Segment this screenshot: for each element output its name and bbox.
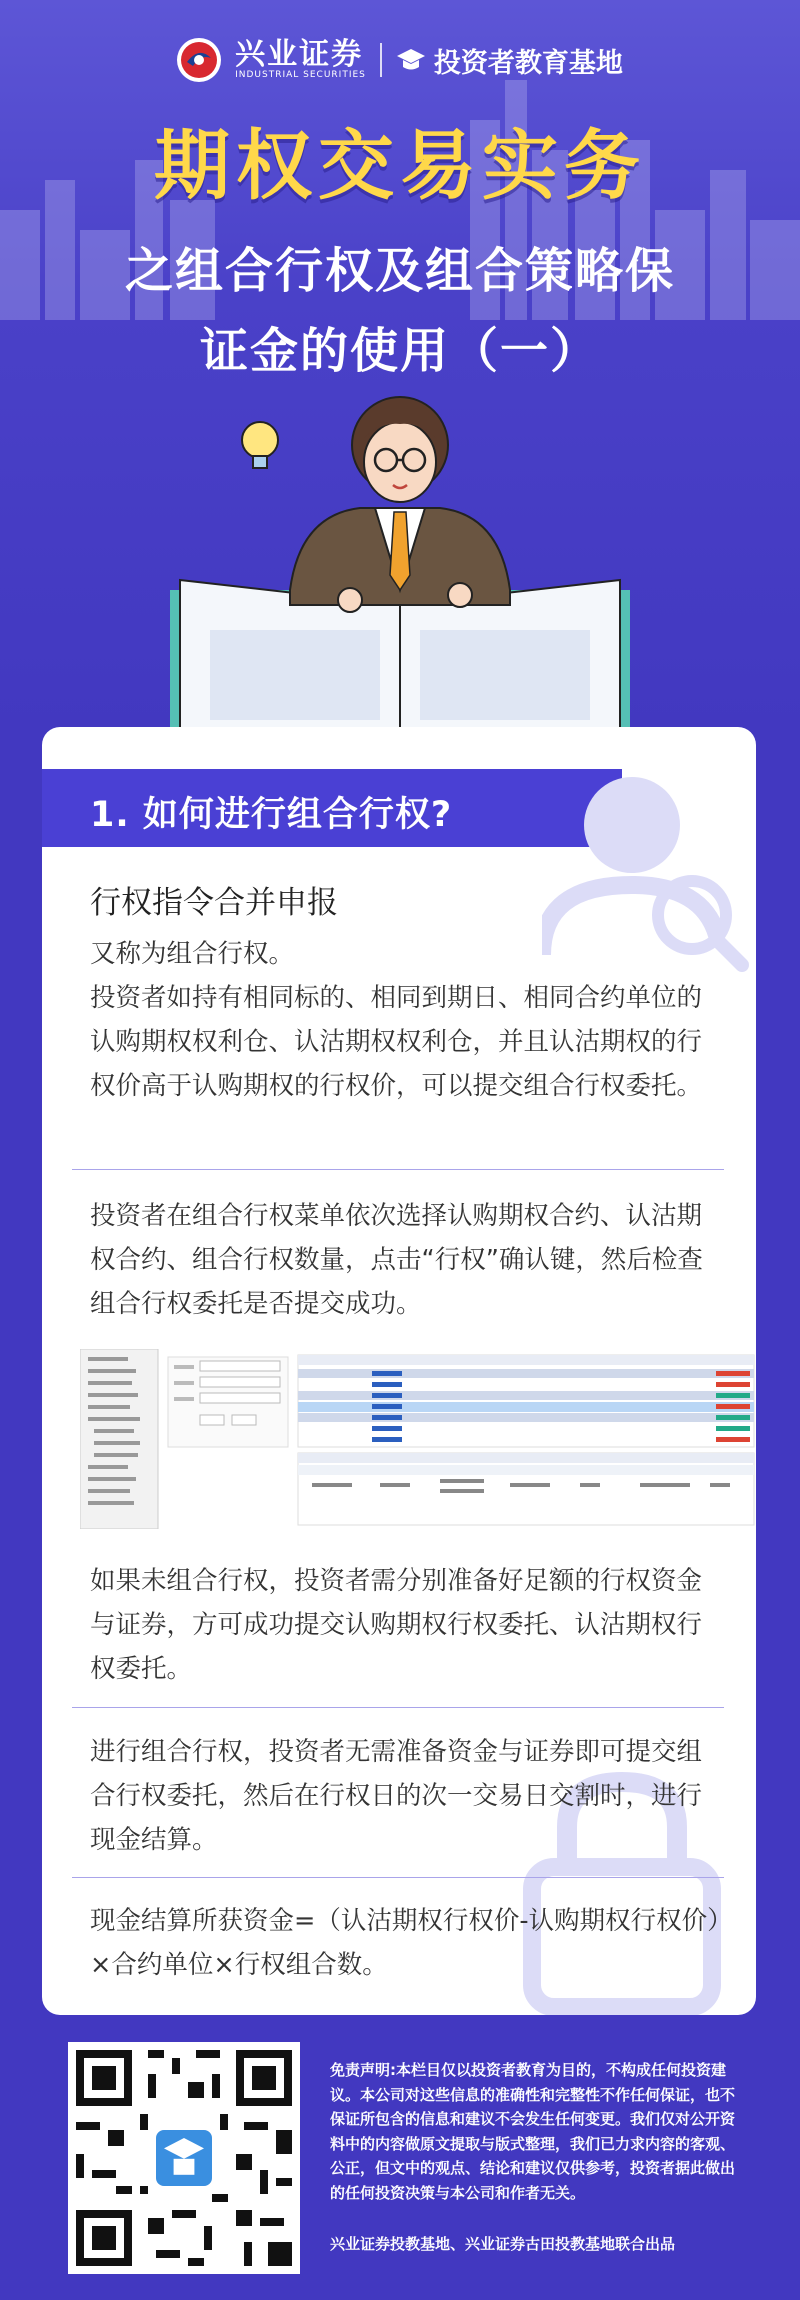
subheading: 行权指令合并申报: [90, 885, 338, 921]
disclaimer: 免责声明:本栏目仅以投资者教育为目的，不构成任何投资建议。本公司对这些信息的准确性和完整性不作任何保证，也不保证所包含的信息和建议不会发生任何变更。我们仅对公开资料中的内容做原文提取与版式整理，我们已力求内容的客观、公正，但文中的观点、结论和建议仅供参考，投资者据此做出的任何投资决策与本公司和作者无关。: [330, 2061, 736, 2202]
logo-row: [0, 38, 800, 82]
logo-separator: [380, 43, 382, 77]
trading-software-screenshot: [80, 1349, 756, 1529]
education-base-label: 投资者教育基地: [433, 47, 623, 79]
divider: [72, 1707, 724, 1708]
paragraph-procedure: 投资者在组合行权菜单依次选择认购期权合约、认沽期权合约、组合行权数量，点击“行权”确认键，然后检查组合行权委托是否提交成功。: [90, 1201, 703, 1319]
qr-code: [68, 2042, 300, 2274]
divider: [72, 1169, 724, 1170]
section-heading: 1. 如何进行组合行权?: [90, 795, 453, 835]
brand-name-cn: 兴业证券: [235, 37, 364, 72]
paragraph-formula: 现金结算所获资金=（认沽期权行权价-认购期权行权价）×合约单位×行权组合数。: [90, 1906, 720, 1980]
lightbulb-icon: [242, 422, 278, 468]
education-base: [396, 41, 623, 80]
graduation-cap-icon: [396, 47, 426, 73]
footer: [0, 2015, 800, 2300]
brand-logo-icon: [177, 38, 221, 82]
qr-code-image: [68, 2042, 300, 2274]
section-banner: [42, 769, 622, 847]
teacher-illustration: [150, 390, 650, 740]
divider: [72, 1877, 724, 1878]
paragraph-definition: 又称为组合行权。 投资者如持有相同标的、相同到期日、相同合约单位的认购期权权利仓、认沽期权权利仓，并且认沽期权的行权价高于认购期权的行权价，可以提交组合行权委托。: [90, 939, 703, 1101]
page-subtitle-line2: 证金的使用（一）: [199, 323, 600, 379]
page-subtitle-line1: 之组合行权及组合策略保: [124, 243, 675, 299]
page-title: 期权交易实务: [154, 121, 646, 210]
paragraph-without-combo: 如果未组合行权，投资者需分别准备好足额的行权资金与证券，方可成功提交认购期权行权委托、认沽期权行权委托。: [90, 1566, 703, 1684]
hero-banner: [0, 0, 800, 740]
producer-signature: 兴业证券投教基地、兴业证券古田投教基地联合出品: [330, 2235, 676, 2253]
brand-name-en: INDUSTRIAL SECURITIES: [235, 70, 366, 80]
content-card: [42, 727, 756, 2015]
brand-name: [235, 37, 366, 80]
paragraph-with-combo: 进行组合行权，投资者无需准备资金与证券即可提交组合行权委托，然后在行权日的次一交易日交割时，进行现金结算。: [90, 1737, 703, 1855]
